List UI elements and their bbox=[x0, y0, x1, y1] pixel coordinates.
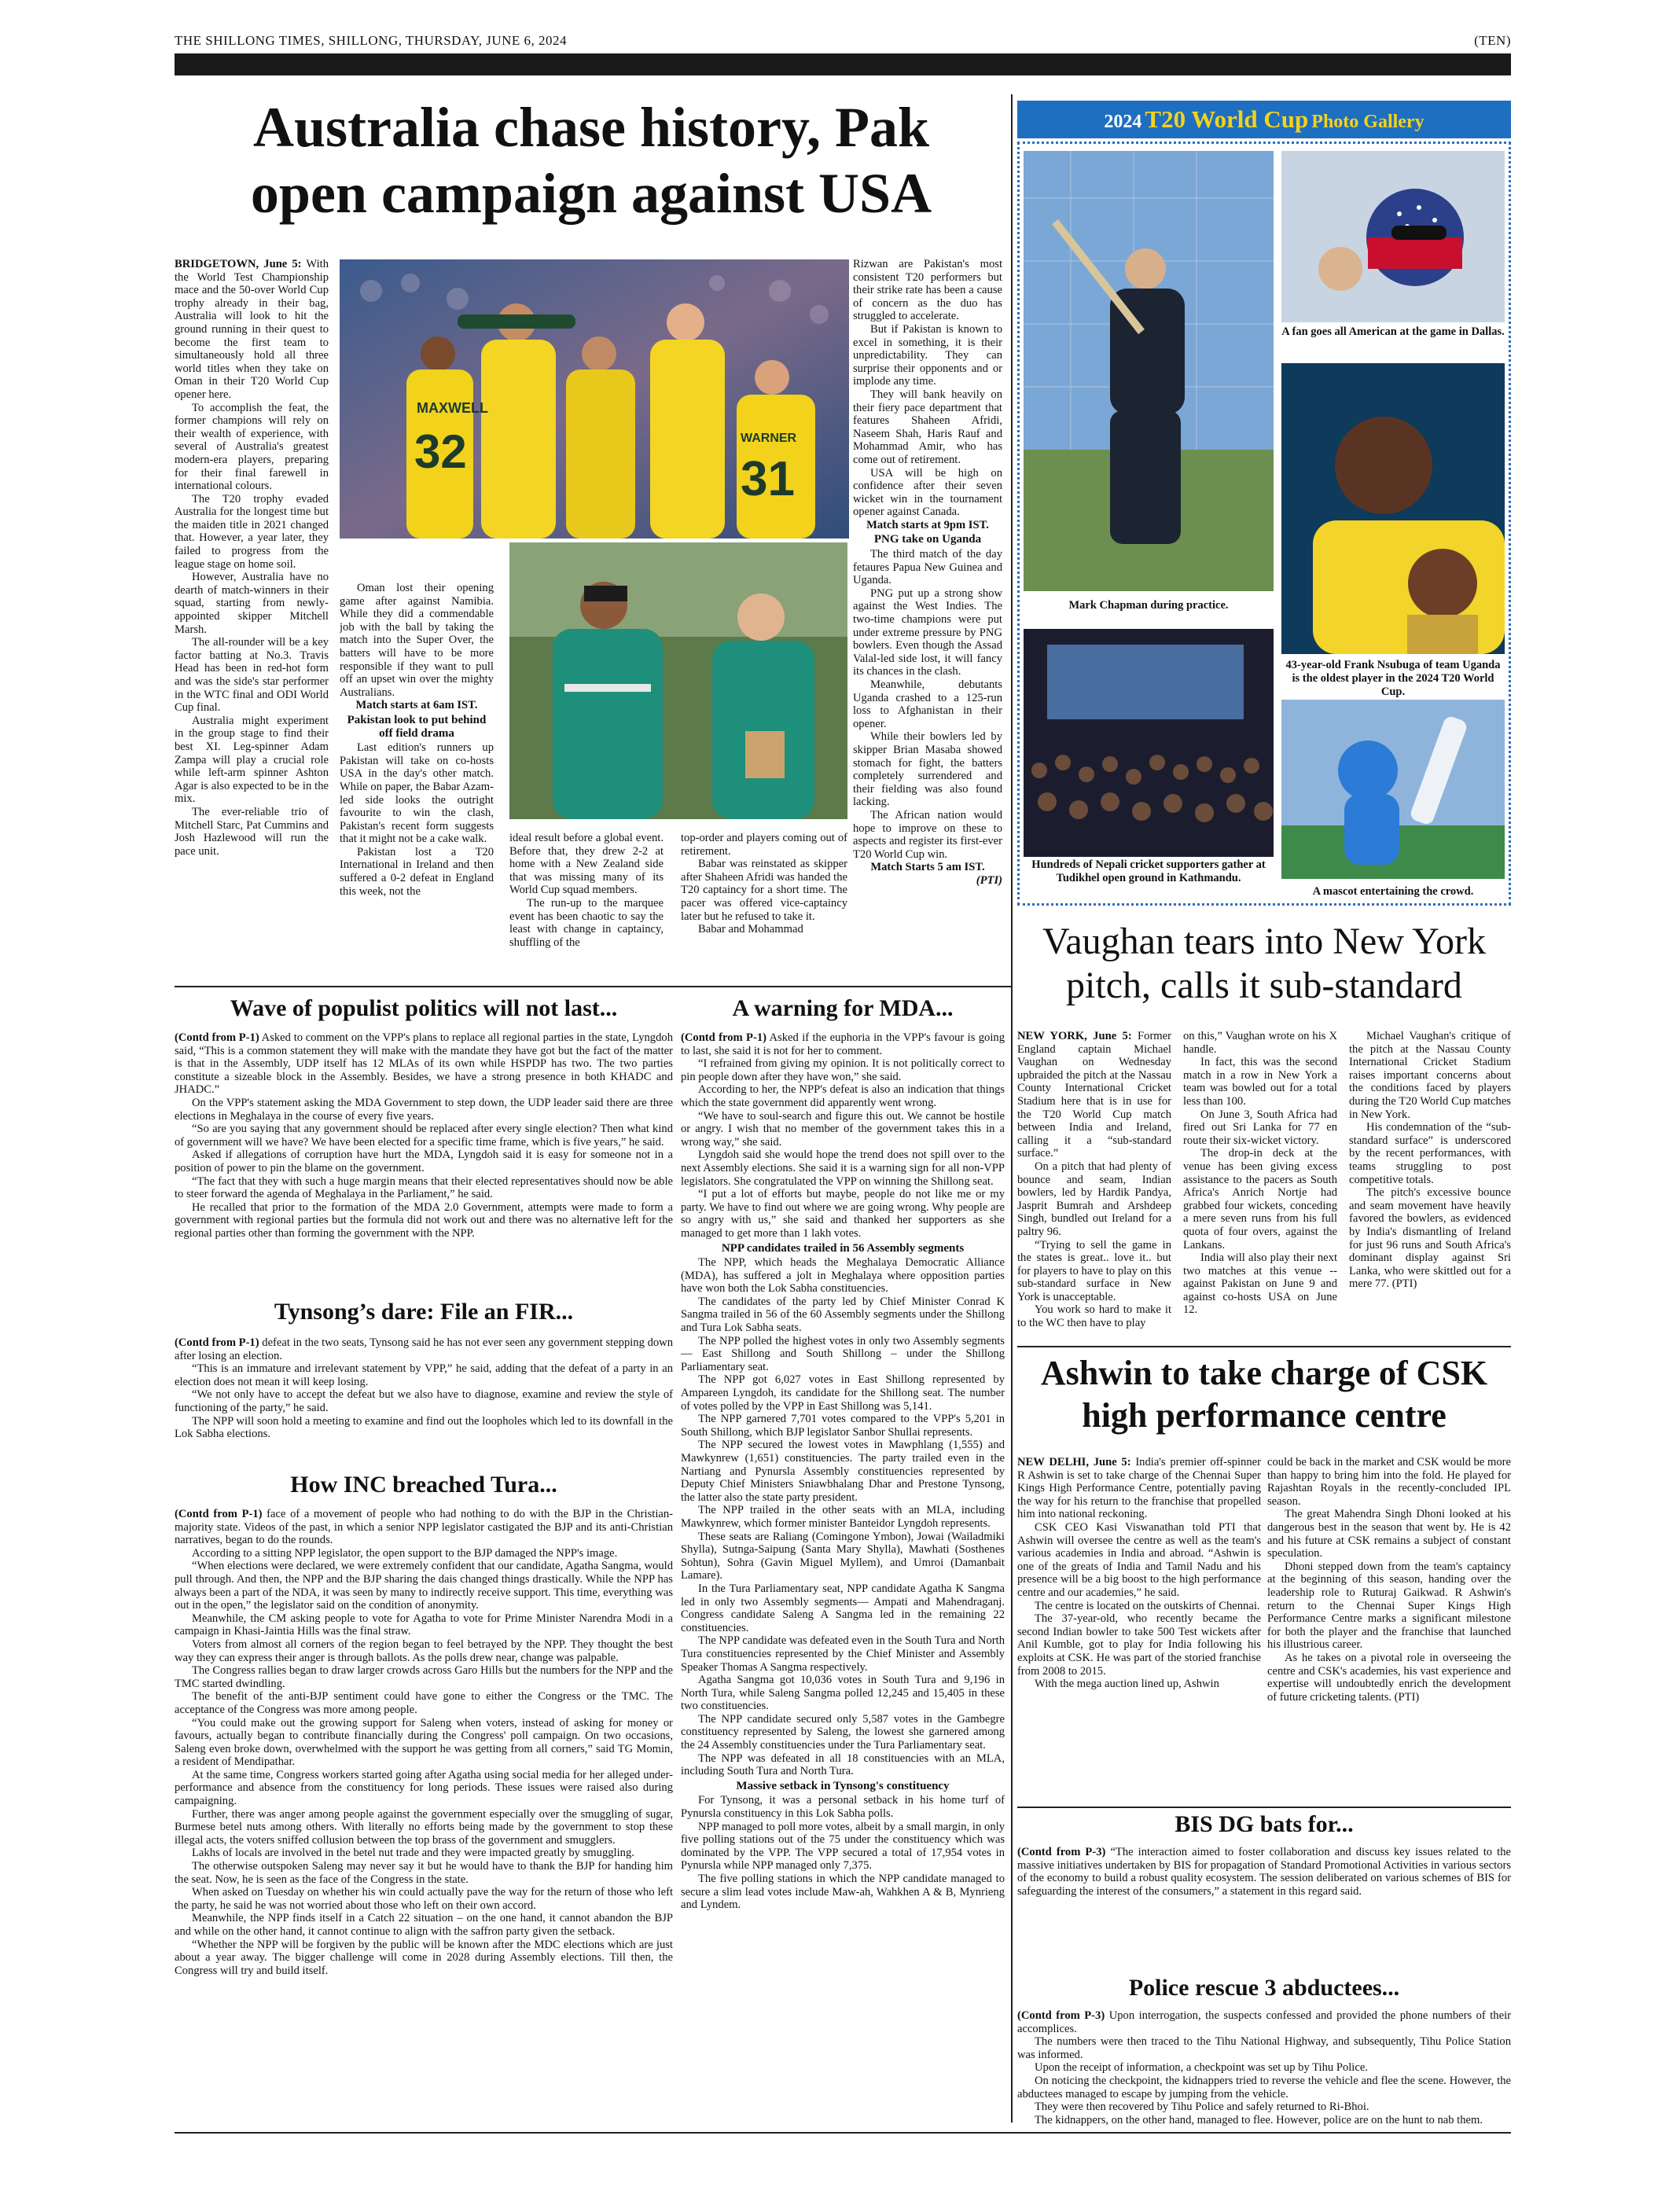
paragraph-text: on this,” Vaughan wrote on his X handle. bbox=[1183, 1030, 1337, 1056]
article-paragraph bbox=[175, 1847, 673, 1860]
paragraph-text: Asked to comment on the VPP's plans to replace all regional parties in the state, Lyngdoh said, “This is a common statement they will make with the mandate they have got but the fact of the matter is that in the Assembly, UDP itself has 12 MLAs of its own while HSPDP has two. The two parties constitute a sizeable block in the Assembly. Besides, we have a strong presence in both KHADC and JHADC.” bbox=[175, 1031, 673, 1097]
paragraph-text: The pitch's excessive bounce and seam movement have heavily favored the bowlers, as evidenced by India's dismantling of Ireland for just 96 runs and South Africa's dominant display against Sri Lanka, who were skittled out for a mere 77. (PTI) bbox=[1349, 1186, 1511, 1291]
nepali-supporters-caption: Hundreds of Nepali cricket supporters gather at Tudikhel open ground in Kathmandu. bbox=[1031, 858, 1266, 884]
article-paragraph bbox=[681, 1634, 1005, 1674]
tynsong-headline: Tynsong’s dare: File an FIR... bbox=[274, 1299, 574, 1325]
article-paragraph bbox=[681, 1713, 1005, 1752]
paragraph-text: “The interaction aimed to foster collaboration and discuss key issues related to the massive initiatives undertaken by BIS for propagation of Standard Promotional Activities in various sectors of the economy to build a robust quality ecosystem. The session deliberated on various schemes of BIS for safeguarding the interest of the consumers,” a statement in this regard said. bbox=[1017, 1846, 1511, 1898]
article-paragraph bbox=[681, 1504, 1005, 1530]
paragraph-text: On June 3, South Africa had fired out Sri Lanka for 77 en route their six-wicket victory. bbox=[1183, 1108, 1337, 1147]
article-paragraph bbox=[681, 1413, 1005, 1439]
paragraph-text: The run-up to the marquee event has been chaotic to say the least with change in captaincy, shuffling of the bbox=[509, 896, 664, 949]
paragraph-text: With the World Test Championship mace and the 50-over World Cup trophy already in their bag, Australia will look to hit the ground running in their quest to become the first team to simultaneously hold all three world titles when they take on Oman in their T20 World Cup opener here. bbox=[175, 258, 329, 401]
paragraph-text: “You could make out the growing support for Saleng when voters, instead of asking for money or favours, actually began to contribute financially during the Congress' poll campaign. On two occasions, Saleng even broke down, overwhelmed with the support he was getting from all corners,” said TG Momin, a resident of Mendipathar. bbox=[175, 1716, 673, 1769]
paragraph-text: “We not only have to accept the defeat but we also have to diagnose, examine and review the style of functioning of the party,” he said. bbox=[175, 1388, 673, 1414]
article-paragraph bbox=[681, 923, 847, 936]
article-paragraph bbox=[175, 1508, 673, 1547]
article-paragraph bbox=[1183, 1056, 1337, 1108]
paragraph-text: “The fact that they with such a huge margin means that their elected representatives should now be able to steer forward the agenda of Meghalaya in the Parliament,” he said. bbox=[175, 1174, 673, 1201]
paragraph-text: Asked if the euphoria in the VPP's favour is going to last, she said it is not for her to comment. bbox=[681, 1031, 1005, 1057]
article-paragraph bbox=[175, 1664, 673, 1690]
vaughan-headline bbox=[1017, 920, 1511, 1008]
continued-from: (Contd from P-1) bbox=[175, 1508, 263, 1520]
article-paragraph bbox=[853, 258, 1002, 323]
lead-bottom-rule bbox=[175, 986, 1011, 987]
paragraph-text: “This is an immature and irrelevant statement by VPP,” he said, adding that the defeat of a party in an election does not mean it will keep losing. bbox=[175, 1362, 673, 1388]
vaughan-headline-line-2: pitch, calls it sub-standard bbox=[1066, 965, 1462, 1006]
paragraph-text: He recalled that prior to the formation of the MDA 2.0 Government, attempts were made to form a government with regional parties but the formula did not work out and there was no alternative left for the regional parties other than forming the government with the NPP. bbox=[175, 1200, 673, 1240]
article-paragraph bbox=[1349, 1121, 1511, 1186]
article-paragraph bbox=[1183, 1030, 1337, 1056]
column-divider bbox=[1011, 94, 1013, 2123]
article-subhead: Massive setback in Tynsong's constituency bbox=[736, 1779, 950, 1792]
ashwin-headline-line-2: high performance centre bbox=[1082, 1396, 1447, 1435]
article-paragraph bbox=[1017, 1600, 1261, 1613]
tynsong-body bbox=[175, 1336, 673, 1468]
paragraph-text: On noticing the checkpoint, the kidnappers tried to reverse the vehicle and flee the scene. However, the abductees managed to escape by jumping from the vehicle. bbox=[1017, 2074, 1511, 2101]
article-paragraph bbox=[175, 1031, 673, 1097]
article-paragraph bbox=[340, 741, 494, 846]
article-paragraph bbox=[1267, 1652, 1511, 1704]
article-paragraph bbox=[1267, 1508, 1511, 1560]
paragraph-text: face of a movement of people who had nothing to do with the BJP in the Christian-majority state. Videos of the past, in which a senior NPP legislator castigated the BJP and its anti-Christian narratives, began to do the rounds. bbox=[175, 1508, 673, 1547]
svg-text:31: 31 bbox=[741, 452, 795, 506]
paragraph-text: The candidates of the party led by Chief Minister Conrad K Sangma trailed in 56 of the 60 Assembly segments under the Shillong and Tura Lok Sabha seats. bbox=[681, 1295, 1005, 1335]
article-paragraph bbox=[853, 323, 1002, 388]
article-paragraph bbox=[1183, 1252, 1337, 1317]
paragraph-text: “When elections were declared, we were extremely confident that our candidate, Agatha Sangma, would pull through. And then, the NPP and the BJP sharing the dais changed things drastically. While the NPP has always been a part of the NDA, it was seen by many to indirectly receive support. This time, everything was out in the open,” the legislator said on the condition of anonymity. bbox=[175, 1560, 673, 1612]
paragraph-text: The NPP was defeated in all 18 constituencies with an MLA, including South Tura and North Tura. bbox=[681, 1751, 1005, 1778]
pakistan-players-photo bbox=[509, 542, 847, 819]
american-fan-caption: A fan goes all American at the game in Dallas. bbox=[1281, 325, 1505, 338]
vaughan-bottom-rule bbox=[1017, 1346, 1511, 1347]
article-paragraph bbox=[681, 1031, 1005, 1057]
article-paragraph bbox=[681, 1582, 1005, 1634]
continued-from: (Contd from P-1) bbox=[681, 1031, 766, 1044]
article-paragraph bbox=[509, 832, 664, 897]
paragraph-text: You work so hard to make it to the WC then have to play bbox=[1017, 1303, 1171, 1330]
svg-text:WARNER: WARNER bbox=[741, 432, 797, 445]
article-paragraph bbox=[1017, 2061, 1511, 2075]
paragraph-text: Meanwhile, the NPP finds itself in a Catch 22 situation – on the one hand, it cannot abandon the BJP and while on the other hand, it cannot continue to align with the saffron party given the setback. bbox=[175, 1912, 673, 1938]
lead-col-3 bbox=[509, 832, 664, 973]
paragraph-text: The five polling stations in which the NPP candidate managed to secure a slim lead votes include Maw-ah, Wahkhen A & B, Mynrieng and Lyndem. bbox=[681, 1873, 1005, 1912]
article-paragraph bbox=[1017, 1846, 1511, 1898]
article-paragraph bbox=[175, 636, 329, 715]
article-paragraph bbox=[175, 1415, 673, 1441]
paragraph-text: ideal result before a global event. Before that, they drew 2-2 at home with a New Zealand side that was missing many of its World Cup squad members. bbox=[509, 832, 664, 897]
paragraph-text: The T20 trophy evaded Australia for the longest time but the maiden title in 2021 changed that. However, a year later, they failed to progress from the league stage on home soil. bbox=[175, 492, 329, 571]
paragraph-text: Lyngdoh said she would hope the trend does not spill over to the next Assembly elections. She said it is a warning sign for all non-VPP legislators. She congratulated the VPP on winning the Shillong seat. bbox=[681, 1149, 1005, 1188]
article-paragraph bbox=[1183, 1108, 1337, 1148]
continued-from: (Contd from P-1) bbox=[175, 1336, 259, 1349]
article-paragraph bbox=[340, 846, 494, 898]
paragraph-text: Michael Vaughan's critique of the pitch at the Nassau County International Cricket Stadium raises important concerns about the conditions faced by players during the T20 World Cup matches in New York. bbox=[1349, 1030, 1511, 1121]
lead-headline bbox=[175, 94, 1008, 226]
paragraph-text: In fact, this was the second match in a row in New York a team was bowled out for a total less than 100. bbox=[1183, 1056, 1337, 1108]
paragraph-text: According to her, the NPP's defeat is also an indication that things which the state government did apparently went wrong. bbox=[681, 1083, 1005, 1109]
article-paragraph bbox=[1267, 1560, 1511, 1652]
paragraph-text: The NPP polled the highest votes in only two Assembly segments — East Shillong and South Shillong – under the Shillong Parliamentary seat. bbox=[681, 1334, 1005, 1373]
mda-body bbox=[681, 1031, 1005, 2129]
article-paragraph bbox=[175, 1638, 673, 1664]
article-paragraph bbox=[681, 1110, 1005, 1149]
paragraph-text: They will bank heavily on their fiery pace department that features Shaheen Afridi, Naseem Shah, Haris Rauf and Mohammad Amir, who has come out of retirement. bbox=[853, 388, 1002, 466]
article-paragraph bbox=[681, 1752, 1005, 1778]
mascot-caption: A mascot entertaining the crowd. bbox=[1312, 885, 1474, 898]
paragraph-text: Australia might experiment in the group stage to find their best XI. Leg-spinner Adam Zampa will play a crucial role while left-arm spinner Ashton Agar is also expected to be in the mix. bbox=[175, 714, 329, 806]
article-subhead: NPP candidates trailed in 56 Assembly segments bbox=[721, 1241, 965, 1255]
gallery-title-main: T20 World Cup bbox=[1145, 105, 1309, 133]
paragraph-text: The NPP candidate was defeated even in the South Tura and North Tura constituencies represented by the Chief Minister and Assembly Speaker Thomas A Sangma respectively. bbox=[681, 1634, 1005, 1674]
paragraph-text: When asked on Tuesday on whether his win could actually pave the way for the return of those who left the party, he said he was not worried about those who left on their own accord. bbox=[175, 1886, 673, 1912]
paragraph-text: CSK CEO Kasi Viswanathan told PTI that Ashwin will oversee the centre as well as the team's various academies in India and abroad. “Ashwin is one of the greats of India and Tamil Nadu and his presence will be a big boost to the high performance centre and our academies,” he said. bbox=[1017, 1520, 1261, 1599]
article-paragraph bbox=[681, 1335, 1005, 1374]
paragraph-text: The great Mahendra Singh Dhoni looked at his dangerous best in the season that went by. He is 42 and his future at CSK remains a subject of constant speculation. bbox=[1267, 1508, 1511, 1560]
paragraph-text: The NPP will soon hold a meeting to examine and find out the loopholes which led to its downfall in the Lok Sabha elections. bbox=[175, 1414, 673, 1441]
nsubuga-photo bbox=[1281, 363, 1505, 654]
continued-from: (Contd from P-3) bbox=[1017, 2009, 1105, 2022]
article-paragraph bbox=[681, 1296, 1005, 1335]
populist-body bbox=[175, 1031, 673, 1291]
match-time-line: Match starts at 6am IST. bbox=[355, 699, 478, 712]
paragraph-text: The ever-reliable trio of Mitchell Starc, Pat Cummins and Josh Hazlewood will run the pace unit. bbox=[175, 805, 329, 858]
paragraph-text: For Tynsong, it was a personal setback in his home turf of Pynursla constituency in this Lok Sabha polls. bbox=[681, 1794, 1005, 1821]
paragraph-text: Lakhs of locals are involved in the betel nut trade and they were impacted greatly by smuggling. bbox=[192, 1847, 634, 1860]
paragraph-text: The all-rounder will be a key factor batting at No.3. Travis Head has been in red-hot form and was the side's star performer in the WTC final and ODI World Cup final. bbox=[175, 636, 329, 715]
article-paragraph bbox=[853, 730, 1002, 809]
paragraph-text: Upon interrogation, the suspects confessed and provided the phone numbers of their accomplices. bbox=[1017, 2009, 1511, 2035]
lead-col-1 bbox=[175, 258, 329, 969]
paragraph-text: As he takes on a pivotal role in overseeing the centre and CSK's academies, his vast experience and expertise will undoubtedly enrich the development of future cricketing talents. (PTI) bbox=[1267, 1651, 1511, 1704]
paragraph-text: However, Australia have no dearth of match-winners in their squad, starting from newly-appointed skipper Mitchell Marsh. bbox=[175, 571, 329, 636]
page-bottom-rule bbox=[175, 2132, 1511, 2134]
paragraph-text: top-order and players coming out of retirement. bbox=[681, 832, 847, 858]
svg-text:MAXWELL: MAXWELL bbox=[417, 400, 488, 416]
police-body bbox=[1017, 2009, 1511, 2127]
article-paragraph bbox=[175, 402, 329, 493]
article-paragraph bbox=[853, 809, 1002, 861]
paragraph-text: Last edition's runners up Pakistan will take on co-hosts USA in the day's other match. While on paper, the Babar Azam-led side looks the outright favourite to win the clash, Pakistan's recent form suggests that it might not be a cake walk. bbox=[340, 741, 494, 846]
dateline: NEW YORK, June 5: bbox=[1017, 1030, 1132, 1042]
article-paragraph bbox=[175, 1939, 673, 1978]
paragraph-text: In the Tura Parliamentary seat, NPP candidate Agatha K Sangma led in only two Assembly segments— Ampati and Mahendraganj. Congress candidate Saleng A Sangma led in the remaining 22 constituencies. bbox=[681, 1582, 1005, 1634]
paragraph-text: The NPP garnered 7,701 votes compared to the VPP's 5,201 in South Shillong, which BJP legislator Sanbor Shullai represents. bbox=[681, 1413, 1005, 1439]
lead-col-5 bbox=[853, 258, 1002, 975]
paragraph-text: But if Pakistan is known to excel in something, it is their unpredictability. They can surprise their opponents and or implode any time. bbox=[853, 322, 1002, 388]
article-paragraph bbox=[175, 1808, 673, 1847]
australia-team-photo bbox=[340, 259, 849, 538]
paragraph-text: India will also play their next two matches at this venue -- against Pakistan on June 9 and against co-hosts USA on June 12. bbox=[1183, 1252, 1337, 1317]
ashwin-headline bbox=[1017, 1352, 1511, 1437]
paragraph-text: could be back in the market and CSK would be more than happy to bring him into the fold. He played for Rajashtan Royals in the recently-concluded IPL season. bbox=[1267, 1456, 1511, 1508]
article-paragraph bbox=[1017, 1030, 1171, 1160]
article-paragraph bbox=[175, 1388, 673, 1414]
paragraph-text: According to a sitting NPP legislator, the open support to the BJP damaged the NPP's image. bbox=[192, 1546, 618, 1560]
credit-line: (PTI) bbox=[976, 873, 1002, 887]
article-paragraph bbox=[1017, 1303, 1171, 1329]
paragraph-text: India's premier off-spinner R Ashwin is set to take charge of the Chennai Super Kings High Performance Centre, potentially paving the way for his return to the franchise that propelled him into national reckoning. bbox=[1017, 1456, 1261, 1521]
article-paragraph bbox=[1183, 1147, 1337, 1252]
paragraph-text: Agatha Sangma got 10,036 votes in South Tura and 9,196 in North Tura, while Saleng Sangma polled 12,245 and 15,405 in these two constituencies. bbox=[681, 1674, 1005, 1713]
paragraph-text: defeat in the two seats, Tynsong said he has not ever seen any government stepping down after losing an election. bbox=[175, 1336, 673, 1362]
article-paragraph bbox=[853, 678, 1002, 730]
article-paragraph bbox=[1349, 1030, 1511, 1121]
article-paragraph bbox=[175, 1201, 673, 1241]
paragraph-text: The drop-in deck at the venue has been giving excess assistance to the pacers as South Africa's Anrich Nortje had grabbed four wickets, conceding a mere seven runs from his full quota of four overs, against the Lankans. bbox=[1183, 1147, 1337, 1252]
paragraph-text: “I refrained from giving my opinion. It is not politically correct to pin people down after they have won,” she said. bbox=[681, 1057, 1005, 1083]
article-paragraph bbox=[175, 1690, 673, 1716]
masthead-bar bbox=[175, 53, 1511, 75]
gallery-title-bar bbox=[1017, 101, 1511, 138]
svg-text:32: 32 bbox=[414, 425, 467, 478]
article-paragraph bbox=[681, 1083, 1005, 1109]
article-paragraph bbox=[175, 1612, 673, 1638]
article-paragraph bbox=[175, 1175, 673, 1201]
lead-col-4 bbox=[681, 832, 847, 973]
paragraph-text: To accomplish the feat, the former champions will rely on their wealth of experience, with several of Australia's greatest modern-era players, preparing for their final farewell in international colours. bbox=[175, 401, 329, 493]
paragraph-text: Rizwan are Pakistan's most consistent T20 performers but their strike rate has been a cause of concern as the duo has struggled to accelerate. bbox=[853, 258, 1002, 323]
article-paragraph bbox=[681, 1531, 1005, 1582]
article-paragraph bbox=[175, 1149, 673, 1174]
ashwin-col-2 bbox=[1267, 1456, 1511, 1803]
paragraph-text: The NPP got 6,027 votes in East Shillong represented by Ampareen Lyngdoh, its candidate for the Shillong seat. The number of votes polled by the VPP in East Shillong was 5,141. bbox=[681, 1373, 1005, 1413]
paragraph-text: Oman lost their opening game after against Namibia. While they did a commendable job with the ball by taking the match into the Super Over, the batters will have to be more responsible if they want to pull off an upset win over the mighty Australians. bbox=[340, 582, 494, 699]
paragraph-text: “I put a lot of efforts but maybe, people do not like me or my party. We have to find out where we are going wrong. Why people are so angry with us,” she said and thanked her supporters as she managed to get more than 1 lakh votes. bbox=[681, 1188, 1005, 1240]
article-paragraph bbox=[681, 1821, 1005, 1873]
match-time-line: Match starts at 9pm IST. bbox=[866, 518, 989, 531]
article-paragraph bbox=[1017, 1612, 1261, 1678]
article-paragraph bbox=[1017, 1456, 1261, 1521]
article-paragraph bbox=[853, 587, 1002, 678]
article-paragraph bbox=[681, 1149, 1005, 1188]
ashwin-bottom-rule bbox=[1017, 1807, 1511, 1808]
lead-headline-line-1: Australia chase history, Pak bbox=[252, 96, 930, 159]
mascot-photo bbox=[1281, 700, 1505, 879]
paragraph-text: “Whether the NPP will be forgiven by the public will be known after the MDC elections which are just about a year away. The bigger challenge will come in 2028 during Assembly elections. Till then, the Congress will try and build itself. bbox=[175, 1938, 673, 1977]
article-paragraph bbox=[681, 1188, 1005, 1240]
paragraph-text: The 37-year-old, who recently became the second Indian bowler to take 500 Test wickets after Anil Kumble, got to play for India following his exploits at CSK. He was part of the storied franchise from 2008 to 2015. bbox=[1017, 1612, 1261, 1678]
nepali-supporters-photo bbox=[1024, 629, 1274, 857]
continued-from: (Contd from P-1) bbox=[175, 1031, 259, 1044]
paragraph-text: Babar was reinstated as skipper after Shaheen Afridi was handed the T20 captaincy for a short time. The pacer was offered vice-captaincy later but he refused to take it. bbox=[681, 858, 847, 923]
paragraph-text: PNG put up a strong show against the West Indies. The two-time champions were put under extreme pressure by PNG bowlers. Even though the Assad Valal-led side lost, it will fancy its chances in the clash. bbox=[853, 586, 1002, 678]
article-paragraph bbox=[175, 806, 329, 858]
dateline: BRIDGETOWN, June 5: bbox=[175, 258, 302, 270]
paragraph-text: The NPP candidate secured only 5,587 votes in the Gambegre constituency represented by Saleng, the lowest she garnered among the 24 Assembly constituencies under the Tura Parliamentary seat. bbox=[681, 1712, 1005, 1752]
lead-col-2 bbox=[340, 582, 494, 975]
article-paragraph bbox=[175, 258, 329, 402]
dateline: NEW DELHI, June 5: bbox=[1017, 1456, 1131, 1468]
bis-headline: BIS DG bats for... bbox=[1175, 1811, 1354, 1837]
article-paragraph bbox=[175, 493, 329, 572]
article-paragraph bbox=[175, 571, 329, 636]
paragraph-text: They were then recovered by Tihu Police and safely returned to Ri-Bhoi. bbox=[1035, 2101, 1369, 2114]
article-paragraph bbox=[1017, 1239, 1171, 1304]
paragraph-text: USA will be high on confidence after their seven wicket win in the tournament opener against Canada. bbox=[853, 466, 1002, 519]
inc-body bbox=[175, 1508, 673, 2129]
nsubuga-caption: 43-year-old Frank Nsubuga of team Uganda is the oldest player in the 2024 T20 World Cup. bbox=[1285, 659, 1501, 698]
article-paragraph bbox=[1349, 1186, 1511, 1291]
paragraph-text: With the mega auction lined up, Ashwin bbox=[1035, 1678, 1219, 1691]
vaughan-headline-line-1: Vaughan tears into New York bbox=[1042, 921, 1486, 962]
folio bbox=[175, 33, 1511, 49]
article-paragraph bbox=[175, 1097, 673, 1123]
american-fan-photo bbox=[1281, 151, 1505, 322]
paragraph-text: On a pitch that had plenty of bounce and seam, Indian bowlers, led by Hardik Pandya, Jasprit Bumrah and Arshdeep Singh, bundled out Ireland for a paltry 96. bbox=[1017, 1160, 1171, 1238]
continued-from: (Contd from P-3) bbox=[1017, 1846, 1106, 1858]
inc-headline: How INC breached Tura... bbox=[290, 1472, 557, 1498]
paragraph-text: His condemnation of the “sub-standard surface” is underscored by the recent performances, with teams struggling to post competitive totals. bbox=[1349, 1121, 1511, 1186]
article-paragraph bbox=[1017, 2101, 1511, 2114]
article-paragraph bbox=[175, 1336, 673, 1362]
article-paragraph bbox=[175, 1123, 673, 1149]
folio-right: (TEN) bbox=[1474, 33, 1511, 48]
article-paragraph bbox=[175, 1547, 673, 1560]
paragraph-text: Meanwhile, debutants Uganda crashed to a 125-run loss to Afghanistan in their opener. bbox=[853, 678, 1002, 730]
article-paragraph bbox=[1017, 2075, 1511, 2101]
article-paragraph bbox=[175, 1362, 673, 1388]
article-subhead: Pakistan look to put behind off field drama bbox=[347, 713, 487, 740]
article-paragraph bbox=[853, 548, 1002, 587]
article-paragraph bbox=[1017, 2009, 1511, 2035]
article-paragraph bbox=[1017, 2035, 1511, 2061]
paragraph-text: The centre is located on the outskirts of Chennai. bbox=[1035, 1599, 1260, 1612]
paragraph-text: The Congress rallies began to draw larger crowds across Garo Hills but the numbers for the NPP and the TMC started dwindling. bbox=[175, 1664, 673, 1690]
chapman-caption: Mark Chapman during practice. bbox=[1068, 599, 1229, 612]
chapman-photo bbox=[1024, 151, 1274, 591]
paragraph-text: On the VPP's statement asking the MDA Government to step down, the UDP leader said there are three elections in Meghalaya in the course of every five years. bbox=[175, 1096, 673, 1123]
article-paragraph bbox=[853, 388, 1002, 467]
paragraph-text: Dhoni stepped down from the team's captaincy at the beginning of this season, handing over the leadership role to Ruturaj Gaikwad. R Ashwin's return to the Chennai Super Kings High Performance Centre marks a significant milestone for both the player and the franchise that launched his illustrious career. bbox=[1267, 1560, 1511, 1652]
bis-body bbox=[1017, 1846, 1511, 1979]
paragraph-text: The NPP, which heads the Meghalaya Democratic Alliance (MDA), has suffered a jolt in Meghalaya where opposition parties have won both the Lok Sabha constituencies. bbox=[681, 1256, 1005, 1296]
ashwin-headline-line-1: Ashwin to take charge of CSK bbox=[1040, 1354, 1488, 1392]
article-paragraph bbox=[681, 1256, 1005, 1296]
paragraph-text: While their bowlers led by skipper Brian Masaba showed stomach for fight, the batters completely surrendered and their fielding was also found lacking. bbox=[853, 730, 1002, 809]
article-paragraph bbox=[681, 1794, 1005, 1820]
paragraph-text: The numbers were then traced to the Tihu National Highway, and subsequently, Tihu Police Station was informed. bbox=[1017, 2035, 1511, 2061]
article-paragraph bbox=[175, 715, 329, 806]
article-paragraph bbox=[681, 858, 847, 923]
article-paragraph bbox=[681, 832, 847, 858]
lead-headline-line-2: open campaign against USA bbox=[250, 162, 932, 225]
article-paragraph bbox=[681, 1373, 1005, 1413]
article-paragraph bbox=[681, 1873, 1005, 1912]
article-paragraph bbox=[681, 1674, 1005, 1713]
paragraph-text: Further, there was anger among people against the government especially over the smuggling of sugar, Burmese betel nuts among others. With literally no efforts being made by the government to stop these illegal acts, the voters sniffed collusion between the top brass of the government and smugglers. bbox=[175, 1807, 673, 1847]
police-headline: Police rescue 3 abductees... bbox=[1128, 1975, 1400, 2001]
paragraph-text: The NPP secured the lowest votes in Mawphlang (1,555) and Mawkynrew (1,651) constituencies. The party trailed even in the Nartiang and Pynursla Assembly constituencies represented by Deputy Chief Ministers Sniawbhalang Dhar and Prestone Tynsong, the latter also the state party president. bbox=[681, 1439, 1005, 1504]
article-paragraph bbox=[509, 897, 664, 949]
paragraph-text: “Trying to sell the game in the states is great.. love it.. but for players to have to play on this sub-standard surface in New York is unacceptable. bbox=[1017, 1238, 1171, 1303]
paragraph-text: “We have to soul-search and figure this out. We cannot be hostile or angry. I wish that no member of the government takes this in a wrong way,” she said. bbox=[681, 1109, 1005, 1149]
paragraph-text: The benefit of the anti-BJP sentiment could have gone to either the Congress or the TMC. The acceptance of the Congress was more among people. bbox=[175, 1690, 673, 1716]
paragraph-text: The third match of the day fetaures Papua New Guinea and Uganda. bbox=[853, 548, 1002, 587]
paragraph-text: The kidnappers, on the other hand, managed to flee. However, police are on the hunt to nab them. bbox=[1035, 2113, 1483, 2126]
paragraph-text: Asked if allegations of corruption have hurt the MDA, Lyngdoh said it is easy for someone not in a position of power to pin the blame on the government. bbox=[175, 1149, 673, 1174]
ashwin-col-1 bbox=[1017, 1456, 1261, 1803]
article-paragraph bbox=[681, 1057, 1005, 1083]
article-paragraph bbox=[175, 1860, 673, 1886]
paragraph-text: The NPP trailed in the other seats with an MLA, including Mawkynrew, which former minister Banteidor Lyngdoh represents. bbox=[681, 1504, 1005, 1530]
article-paragraph bbox=[175, 1912, 673, 1938]
article-paragraph bbox=[1017, 1160, 1171, 1239]
paragraph-text: Pakistan lost a T20 International in Ireland and then suffered a 0-2 defeat in England this week, not the bbox=[340, 845, 494, 898]
populist-headline: Wave of populist politics will not last... bbox=[230, 995, 618, 1021]
article-paragraph bbox=[175, 1886, 673, 1912]
paragraph-text: These seats are Raliang (Comingone Ymbon), Jowai (Wailadmiki Shylla), Sutnga-Saipung (Santa Mary Shylla), Mawhati (Sosthenes Sohtun), Sohra (Gavin Miguel Myllem), and Umroi (Damanbait Lamare). bbox=[681, 1530, 1005, 1582]
gallery-title-prefix: 2024 bbox=[1104, 112, 1142, 132]
article-paragraph bbox=[853, 467, 1002, 519]
article-paragraph bbox=[340, 582, 494, 699]
paragraph-text: At the same time, Congress workers started going after Agatha using social media for her alleged under-performance and absence from the constituency for long periods. These issues were raised also during campaigning. bbox=[175, 1768, 673, 1808]
gallery-title-suffix: Photo Gallery bbox=[1311, 112, 1425, 132]
article-paragraph bbox=[175, 1560, 673, 1612]
folio-left: THE SHILLONG TIMES, SHILLONG, THURSDAY, JUNE 6, 2024 bbox=[175, 33, 568, 48]
article-paragraph bbox=[1017, 1521, 1261, 1600]
article-paragraph bbox=[175, 1717, 673, 1769]
match-time-line: Match Starts 5 am IST. bbox=[870, 861, 985, 874]
paragraph-text: Upon the receipt of information, a checkpoint was set up by Tihu Police. bbox=[1035, 2061, 1368, 2075]
paragraph-text: The otherwise outspoken Saleng may never say it but he would have to thank the BJP for handing him the seat. Now, he is seen as the face of the Congress in the state. bbox=[175, 1860, 673, 1886]
paragraph-text: Voters from almost all corners of the region began to feel betrayed by the NPP. They thought the best way they can express their anger is through ballots. As the polls drew near, change was palpable. bbox=[175, 1637, 673, 1664]
article-paragraph bbox=[1017, 1678, 1261, 1691]
paragraph-text: The African nation would hope to improve on these to aspects and register its first-ever T20 World Cup win. bbox=[853, 808, 1002, 861]
paragraph-text: Meanwhile, the CM asking people to vote for Agatha to vote for Prime Minister Narendra Modi in a campaign in Khasi-Jaintia Hills was the final straw. bbox=[175, 1612, 673, 1638]
paragraph-text: “So are you saying that any government should be replaced after every single election? Then what kind of government will we have? We have been elected for a specific time frame, which is five years,” he said. bbox=[175, 1123, 673, 1149]
paragraph-text: NPP managed to poll more votes, albeit by a small margin, in only five polling stations out of the 75 under the constituency which was dominated by the VPP. The VPP secured a total of 17,954 votes in Pynursla while NPP managed only 7,375. bbox=[681, 1820, 1005, 1873]
article-paragraph bbox=[681, 1439, 1005, 1504]
mda-headline: A warning for MDA... bbox=[732, 995, 954, 1021]
paragraph-text: Babar and Mohammad bbox=[698, 923, 803, 936]
article-paragraph bbox=[175, 1769, 673, 1808]
article-subhead: PNG take on Uganda bbox=[873, 533, 982, 546]
article-paragraph bbox=[1017, 2114, 1511, 2127]
paragraph-text: Former England captain Michael Vaughan on Wednesday upbraided the pitch at the Nassau County International Cricket Stadium here that is in use for the T20 World Cup match between India and Ireland, calling it a “sub-standard surface.” bbox=[1017, 1030, 1171, 1160]
article-paragraph bbox=[1267, 1456, 1511, 1508]
